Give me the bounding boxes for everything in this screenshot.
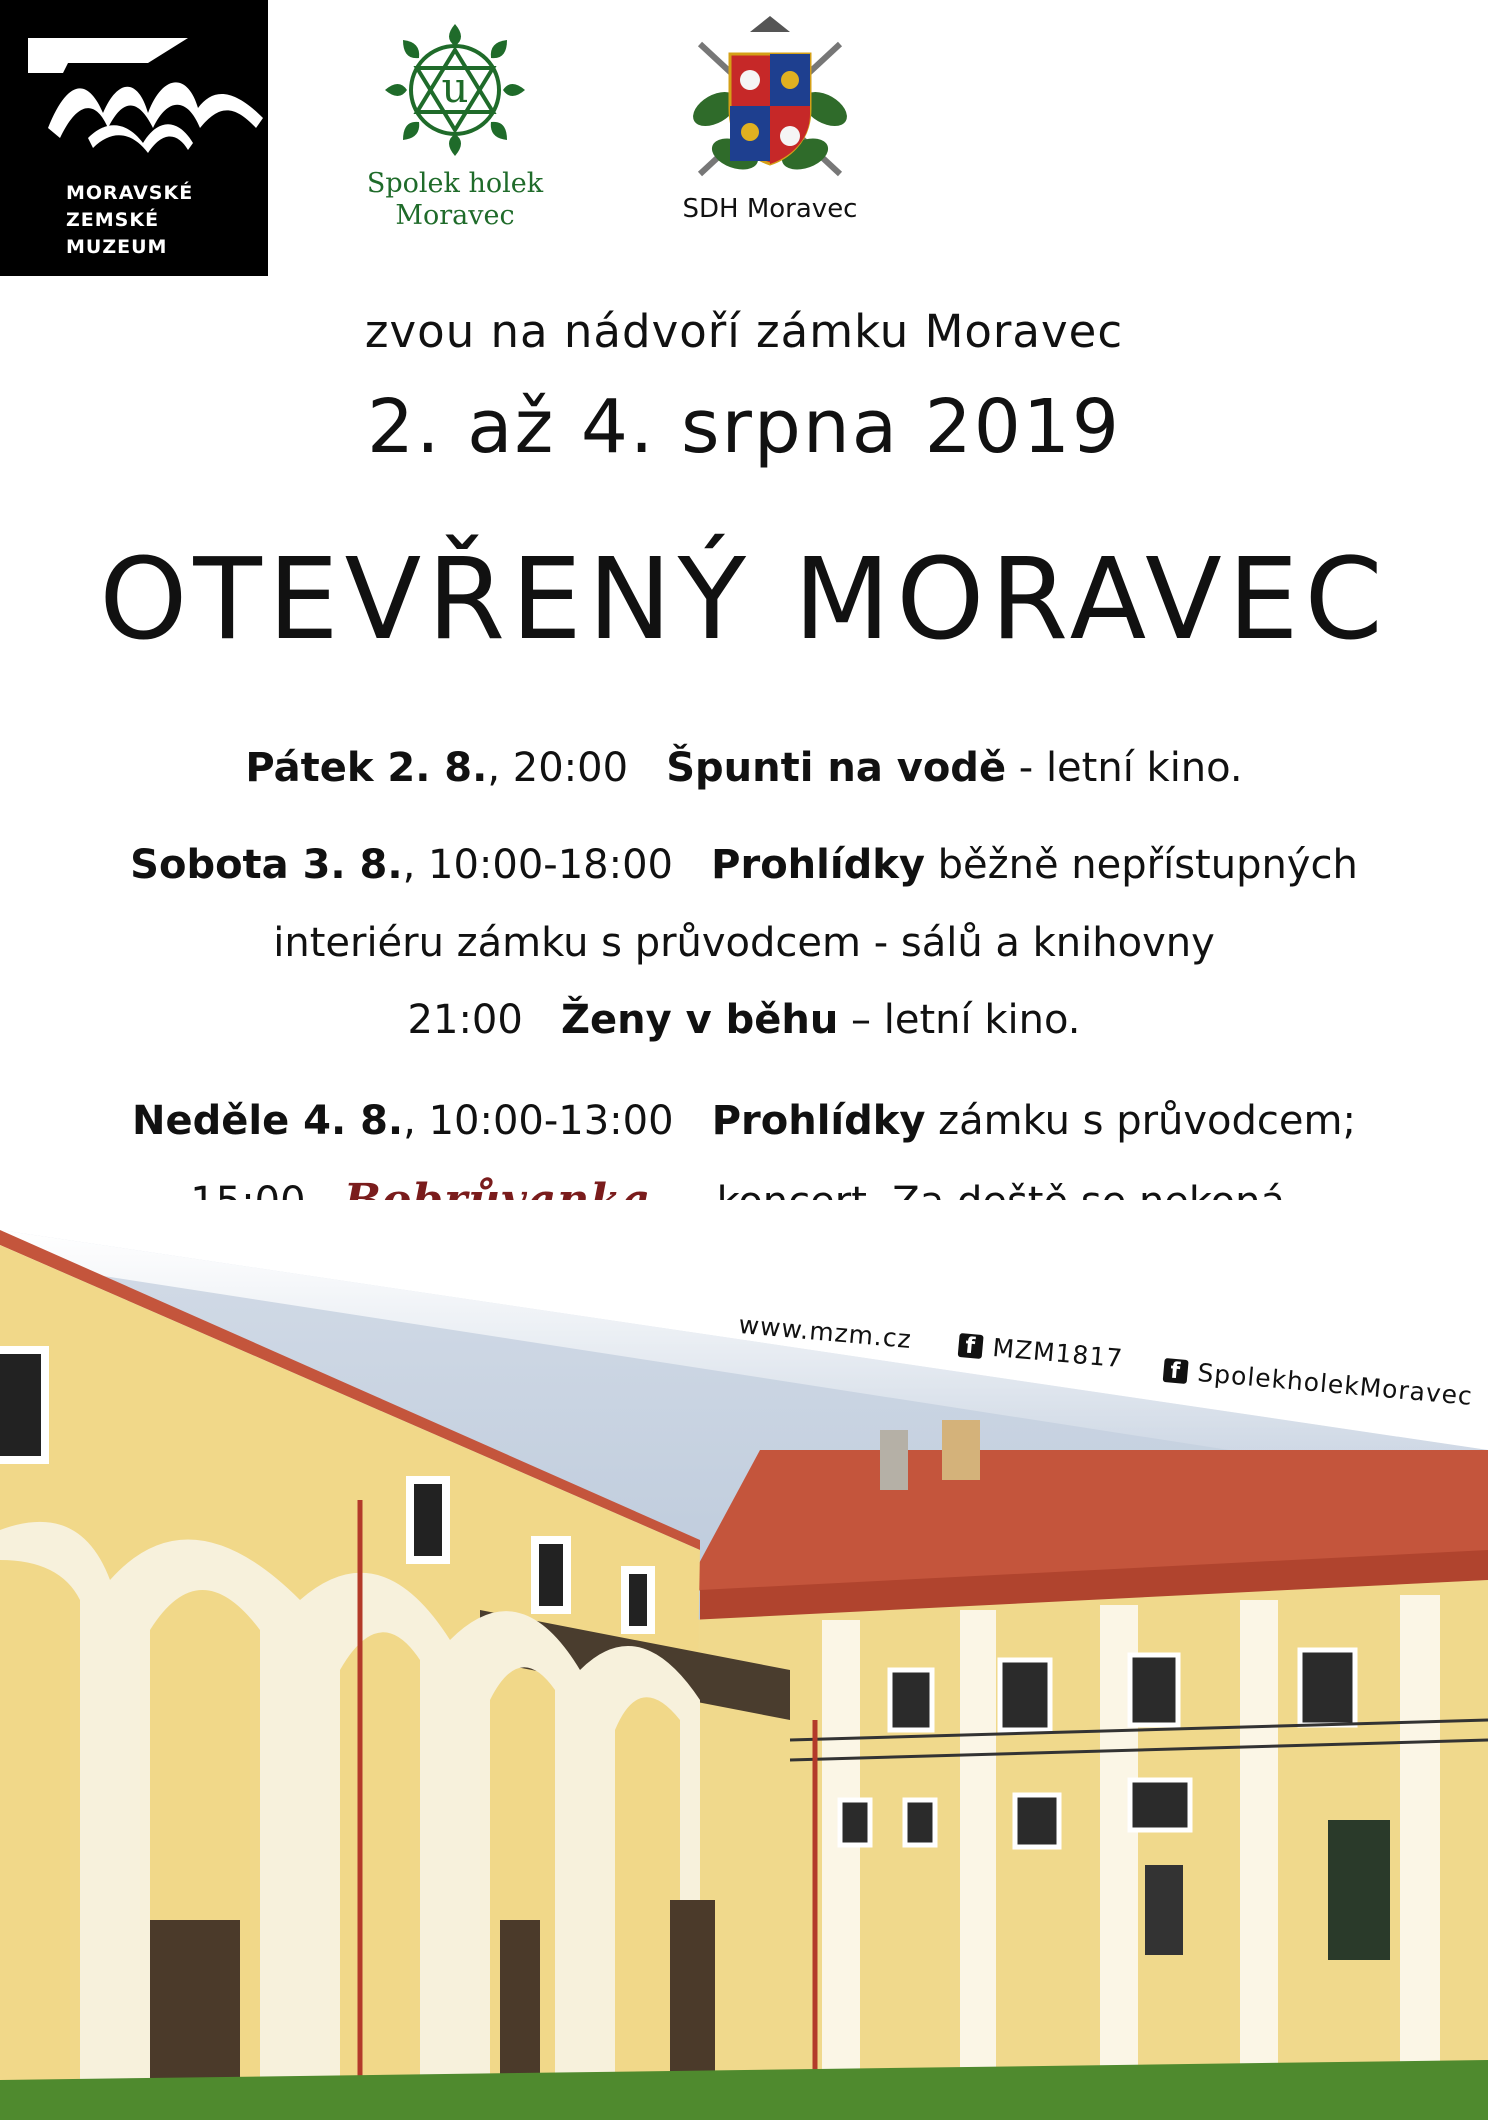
friday-desc: - letní kino.: [1006, 745, 1243, 791]
saturday-event-2: Ženy v běhu: [560, 997, 839, 1043]
mzm-logo: [0, 0, 268, 276]
program-friday: [0, 745, 1488, 791]
event-title: OTEVŘENÝ MORAVEC: [99, 535, 1389, 665]
sunday-day: Neděle 4. 8.: [132, 1098, 404, 1144]
saturday-line-3: [0, 997, 1488, 1043]
saturday-event: Prohlídky: [711, 842, 925, 888]
spolek-name-line-1: Spolek holek: [366, 168, 544, 199]
mzm-line-2: ZEMSKÉ: [66, 209, 160, 231]
sunday-desc: zámku s průvodcem;: [925, 1098, 1356, 1144]
website-link[interactable]: www.mzm.cz: [737, 1310, 913, 1355]
saturday-line-2: interiéru zámku s průvodcem - sálů a knihovny: [273, 920, 1215, 966]
firefighter-emblem-icon: [680, 14, 860, 184]
invitation-text: zvou na nádvoří zámku Moravec: [364, 305, 1124, 358]
spolek-name-line-2: Moravec: [395, 200, 515, 231]
saturday-time-2: 21:00: [407, 997, 523, 1043]
mzm-emblem-icon: [28, 18, 268, 178]
program-sunday: [0, 1098, 1488, 1144]
event-date: 2. až 4. srpna 2019: [366, 384, 1121, 470]
sdh-name: SDH Moravec: [682, 194, 858, 224]
friday-event: Špunti na vodě: [666, 745, 1007, 791]
mzm-line-1: MORAVSKÉ: [66, 182, 194, 204]
spolek-holek-logo: [345, 20, 565, 250]
mzm-line-3: MUZEUM: [66, 236, 168, 258]
facebook-mzm-label: MZM1817: [991, 1332, 1125, 1374]
friday-day: Pátek 2. 8.: [245, 745, 488, 791]
saturday-time: , 10:00-18:00: [402, 842, 673, 888]
saturday-day: Sobota 3. 8.: [130, 842, 403, 888]
facebook-icon: f: [958, 1332, 984, 1358]
sunday-event: Prohlídky: [711, 1098, 926, 1144]
sunday-time: , 10:00-13:00: [403, 1098, 674, 1144]
program-saturday: [0, 842, 1488, 888]
sdh-logo: [660, 14, 880, 254]
friday-time: , 20:00: [487, 745, 629, 791]
lotus-chakra-icon: [375, 20, 535, 160]
saturday-desc: běžně nepřístupných: [924, 842, 1358, 888]
facebook-icon: f: [1163, 1357, 1189, 1383]
facebook-spolek-label: SpolekholekMoravec: [1196, 1357, 1474, 1411]
saturday-desc-3: – letní kino.: [838, 997, 1081, 1043]
svg-text:u: u: [441, 63, 469, 112]
